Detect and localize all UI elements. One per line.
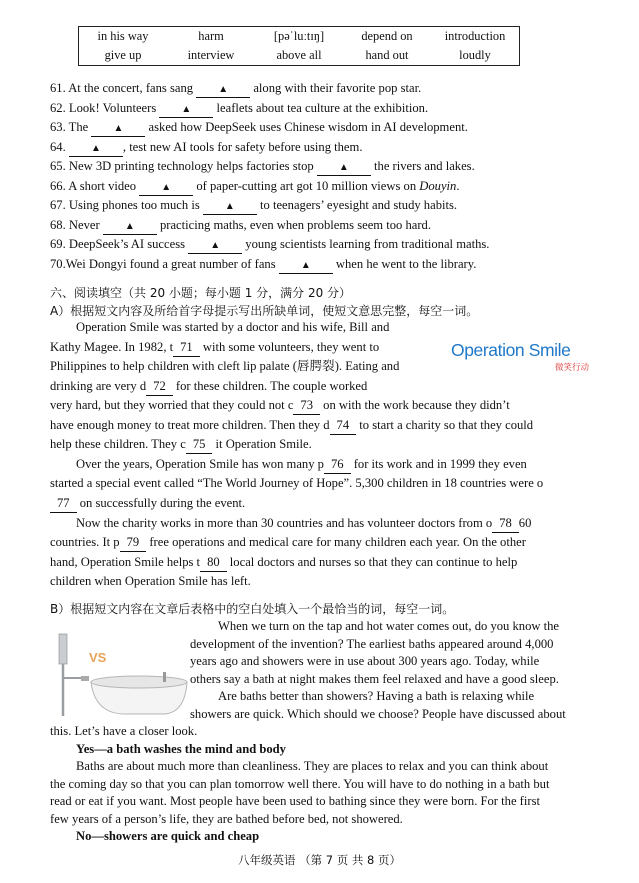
section-heading-shower: No—showers are quick and cheap	[76, 829, 260, 843]
part-a-instructions: A）根据短文内容及所给首字母提示写出所缺单词，使短文意思完整，每空一词。	[50, 304, 479, 318]
passage-line: this. Let’s have a closer look.	[50, 724, 198, 738]
passage-line: Baths are about much more than cleanliness. They are places to relax and you can think about	[76, 759, 549, 773]
part-b-instructions: B）根据短文内容在文章后表格中的空白处填入一个最恰当的词，每空一词。	[50, 602, 455, 616]
question-text: 66. A short video	[50, 178, 140, 193]
question-line	[50, 216, 431, 235]
answer-blank-number[interactable]: 72	[146, 377, 173, 396]
answer-blank-number[interactable]: 75	[186, 435, 213, 454]
passage-text: it Operation Smile.	[212, 437, 312, 452]
question-text: 61. At the concert, fans sang	[50, 81, 197, 95]
answer-blank[interactable]: ▲	[103, 220, 157, 235]
passage-text: Kathy Magee. In 1982, t	[50, 339, 174, 354]
question-text: of paper-cutting art got 10 million views on	[193, 178, 420, 193]
question-line	[50, 79, 421, 98]
passage-line	[50, 435, 312, 454]
word-bank-cell: harm	[198, 29, 224, 43]
answer-blank[interactable]: ▲	[279, 259, 333, 274]
section-heading-bath: Yes—a bath washes the mind and body	[76, 741, 286, 756]
page-footer: 八年级英语 （第 7 页 共 8 页）	[237, 853, 402, 867]
question-line	[50, 138, 362, 157]
passage-line	[50, 474, 543, 492]
word-bank-row	[79, 46, 519, 65]
question-text: to teenagers’ eyesight and study habits.	[256, 198, 458, 213]
passage-line	[50, 553, 517, 572]
passage-line: others say a bath at night makes them feel relaxed and have a good sleep.	[190, 671, 559, 686]
word-bank-cell: in his way	[97, 29, 149, 43]
answer-blank[interactable]: ▲	[196, 83, 250, 98]
answer-blank-number[interactable]: 74	[330, 416, 357, 435]
passage-text: help these children. They c	[50, 437, 186, 452]
question-text: 65. New 3D printing technology helps factories stop	[50, 159, 317, 174]
passage-line	[76, 455, 527, 474]
word-bank-cell: hand out	[365, 48, 409, 62]
answer-blank-number[interactable]: 76	[324, 455, 351, 474]
passage-line	[50, 494, 245, 513]
passage-text: children when Operation Smile has left.	[50, 574, 251, 589]
answer-blank-number[interactable]: 73	[293, 396, 320, 415]
question-text: , test new AI tools for safety before using them.	[122, 139, 363, 154]
answer-blank-number[interactable]: 79	[120, 533, 147, 552]
question-text: 64.	[50, 139, 69, 154]
logo-subtitle: 微笑行动	[554, 363, 589, 373]
question-text: practicing maths, even when problems seem too hard.	[156, 217, 431, 232]
passage-line	[76, 514, 531, 533]
question-text: 68. Never	[50, 217, 103, 232]
answer-blank-number[interactable]: 80	[200, 553, 227, 572]
question-line	[50, 118, 468, 137]
answer-blank[interactable]: ▲	[317, 161, 371, 176]
passage-line: Are baths better than showers? Having a bath is relaxing while	[218, 689, 535, 703]
question-text: asked how DeepSeek uses Chinese wisdom in AI development.	[145, 120, 468, 135]
passage-text: on with the work because they didn’t	[320, 398, 510, 413]
word-bank-cell: give up	[104, 48, 142, 62]
passage-text: have enough money to treat more children. Then they d	[50, 417, 330, 432]
word-bank-cell: loudly	[459, 48, 491, 62]
question-line	[50, 255, 476, 274]
passage-line	[50, 357, 399, 375]
passage-line	[50, 572, 251, 590]
passage-text: 60	[518, 515, 532, 530]
passage-line: When we turn on the tap and hot water comes out, do you know the	[218, 619, 559, 633]
word-bank-cell: above all	[276, 48, 322, 62]
question-line	[50, 196, 457, 215]
word-bank-table	[78, 26, 520, 66]
passage-text: drinking are very d	[50, 378, 147, 393]
question-text: .	[456, 178, 460, 193]
passage-text: Operation Smile was started by a doctor and his wife, Bill and	[76, 320, 390, 334]
answer-blank[interactable]: ▲	[69, 142, 123, 157]
passage-text: Now the charity works in more than 30 countries and has volunteer doctors from o	[76, 515, 493, 530]
question-text-italic: Douyin	[419, 178, 457, 193]
passage-text: to start a charity so that they could	[356, 417, 534, 432]
answer-blank[interactable]: ▲	[203, 200, 257, 215]
passage-text: very hard, but they worried that they could not c	[50, 398, 294, 413]
answer-blank-number[interactable]: 77	[50, 494, 77, 513]
answer-blank-number[interactable]: 71	[173, 338, 200, 357]
word-bank-cell: depend on	[361, 29, 413, 43]
question-text: 70.Wei Dongyi found a great number of fans	[50, 256, 279, 271]
passage-line: development of the invention? The earliest baths appeared around 4,000	[190, 636, 554, 651]
passage-text: local doctors and nurses so that they can continue to help	[226, 554, 518, 569]
passage-text: for its work and in 1999 they even	[350, 456, 527, 471]
passage-text: countries. It p	[50, 535, 120, 550]
question-line	[50, 177, 460, 196]
answer-blank[interactable]: ▲	[139, 181, 193, 196]
passage-line	[50, 396, 510, 415]
question-line	[50, 157, 475, 176]
question-line	[50, 235, 489, 254]
passage-line	[50, 377, 367, 396]
question-text: young scientists learning from traditional maths.	[242, 237, 490, 252]
shower-vs-bath-image	[55, 632, 190, 718]
answer-blank-number[interactable]: 78	[492, 514, 519, 533]
vs-label: VS	[89, 650, 107, 665]
passage-text: Over the years, Operation Smile has won many p	[76, 456, 324, 471]
question-text: when he went to the library.	[332, 256, 477, 271]
passage-text: started a special event called “The World Journey of Hope”. 5,300 children in 18 countries were o	[50, 476, 544, 491]
question-text: along with their favorite pop star.	[250, 81, 422, 95]
passage-line: few years of a person’s life, they are bathed before bed, not showered.	[50, 811, 403, 826]
question-text: 63. The	[50, 120, 92, 135]
question-line	[50, 99, 428, 118]
question-text: leaflets about tea culture at the exhibition.	[213, 100, 429, 115]
answer-blank[interactable]: ▲	[159, 103, 213, 118]
passage-line	[50, 533, 526, 552]
passage-text: on successfully during the event.	[76, 495, 246, 510]
passage-text: Philippines to help children with cleft lip palate (唇腭裂). Eating and	[50, 359, 400, 374]
passage-text: hand, Operation Smile helps t	[50, 554, 201, 569]
question-text: 62. Look! Volunteers	[50, 100, 160, 115]
answer-blank[interactable]: ▲	[188, 239, 242, 254]
passage-line: showers are quick. Which should we choose? People have discussed about	[190, 706, 566, 721]
passage-line	[50, 416, 533, 435]
question-text: 69. DeepSeek’s AI success	[50, 237, 189, 252]
logo-text: Operation Smile	[451, 340, 571, 360]
passage-text: free operations and medical care for many children each year. On the other	[146, 535, 526, 550]
passage-line: the coming day so that you can plan tomorrow well there. You will have to do nothing in a bath but	[50, 776, 550, 791]
passage-line	[50, 338, 379, 357]
word-bank-cell: [pəˈluːtɪŋ]	[273, 29, 325, 43]
word-bank-cell: interview	[187, 48, 235, 62]
question-text: 67. Using phones too much is	[50, 198, 203, 213]
section-heading: 六、阅读填空（共 20 小题；每小题 1 分，满分 20 分）	[50, 286, 352, 300]
word-bank-row	[79, 27, 519, 46]
question-text: the rivers and lakes.	[370, 159, 475, 174]
passage-line	[76, 318, 389, 336]
passage-text: for these children. The couple worked	[172, 378, 368, 393]
passage-line: read or eat if you want. Most people have been used to bathing since they were born. For the first	[50, 794, 540, 808]
word-bank-cell: introduction	[444, 29, 506, 43]
operation-smile-logo	[451, 340, 593, 376]
answer-blank[interactable]: ▲	[91, 122, 145, 137]
passage-text: with some volunteers, they went to	[199, 339, 380, 354]
passage-line: years ago and showers were in use about 300 years ago. Today, while	[190, 654, 540, 668]
